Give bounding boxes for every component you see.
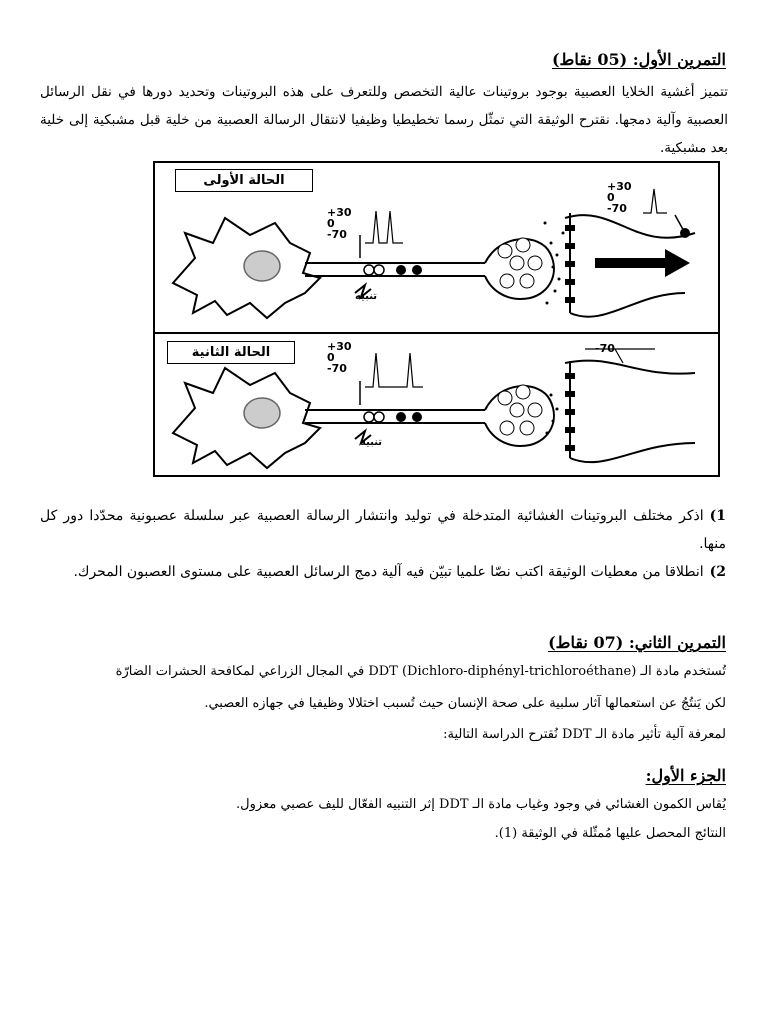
stimulus-label-2: تنبيه: [360, 437, 383, 448]
nucleus-2: [244, 398, 280, 428]
question-1: [40, 502, 726, 558]
synapse-diagram: [155, 163, 718, 475]
vesicle: [520, 274, 534, 288]
neuron-synapse-figure: [153, 161, 720, 477]
vesicle: [516, 238, 530, 252]
question-1-text: اذكر مختلف البروتينات الغشائية المتدخلة في توليد وانتشار الرسالة العصبية عبر سلسلة عصبونية محدّدا دور كل منها.: [40, 508, 726, 552]
trace-1-postsynaptic: [643, 189, 667, 213]
vesicle: [500, 421, 514, 435]
vesicle: [498, 244, 512, 258]
postsynaptic-top-1: [565, 215, 695, 238]
case1-label: الحالة الأولى: [175, 169, 313, 192]
vesicle: [510, 256, 524, 270]
question-2: [40, 558, 726, 586]
channel-ring-1: [364, 265, 374, 275]
channel-ring-2: [374, 265, 384, 275]
channel-dot-3: [396, 412, 406, 422]
vesicle: [510, 403, 524, 417]
exercise2-line-1: تُستخدم مادة الـ DDT (Dichloro-diphényl-trichloroéthane) في المجال الزراعي لمكافحة الحشرات الضارّة: [115, 664, 726, 679]
part1-line-1: يُقاس الكمون الغشائي في وجود وغياب مادة الـ DDT إثر التنبيه الفعّال لليف عصبي معزول.: [236, 797, 726, 812]
part1-line-2: النتائج المحصل عليها مُمثّلة في الوثيقة (1).: [494, 826, 726, 841]
vesicle: [528, 256, 542, 270]
exercise2-line-3: لمعرفة آلية تأثير مادة الـ DDT نُقترح الدراسة التالية:: [443, 727, 726, 742]
channel-dot-2: [412, 265, 422, 275]
postsynaptic-bottom-2: [570, 443, 695, 462]
case2-post-label: -70: [595, 342, 615, 355]
vesicle: [528, 403, 542, 417]
channel-dot-4: [412, 412, 422, 422]
question-2-number: 2): [709, 564, 726, 580]
question-1-number: 1): [709, 508, 726, 524]
vesicle: [520, 421, 534, 435]
nucleus-1: [244, 251, 280, 281]
trace-1-presynaptic: [365, 211, 403, 243]
case1-post-labels: +30 0 -70: [607, 180, 632, 215]
electrode-wire-2: [615, 349, 623, 363]
stimulus-label-1: تنبيه: [355, 291, 378, 302]
channel-ring-3: [364, 412, 374, 422]
channel-ring-4: [374, 412, 384, 422]
vesicle: [498, 391, 512, 405]
trace-2-presynaptic: [365, 353, 423, 387]
postsynaptic-top-2: [565, 361, 695, 374]
case2-trace-labels: +30 0 -70: [327, 340, 352, 375]
exercise2-line-2: لكن يَنتُجُ عن استعمالها آثار سلبية على صحة الإنسان حيث تُسبب اختلالا وظيفيا في جهازه العصبي.: [204, 696, 726, 711]
channel-dot-1: [396, 265, 406, 275]
part1-title: الجزء الأول:: [645, 766, 726, 785]
question-2-text: انطلاقا من معطيات الوثيقة اكتب نصّا علميا تبيّن فيه آلية دمج الرسائل العصبية على مستوى العصبون المحرك.: [73, 564, 704, 580]
case2-label: الحالة الثانية: [167, 341, 295, 364]
exercise1-title: التمرين الأول: (05 نقاط): [551, 50, 726, 69]
vesicle: [516, 385, 530, 399]
case1-trace-labels: +30 0 -70: [327, 206, 352, 241]
exercise1-intro: تتميز أغشية الخلايا العصبية بوجود بروتينات عالية التخصص وللتعرف على هذه البروتينات وتحديد دورها في نقل الرسائل العصبية وآلية دمجها. نقترح الوثيقة التي تمثّل رسما تخطيطيا وظيفيا لانتقال الرسالة العصبية من خلية قبل مشبكية إلى خلية بعد مشبكية.: [40, 84, 728, 156]
vesicle: [500, 274, 514, 288]
propagation-arrow: [595, 249, 690, 277]
postsynaptic-bottom-1: [570, 293, 685, 317]
exercise2-title: التمرين الثاني: (07 نقاط): [548, 633, 726, 652]
electrode-wire-1: [675, 215, 685, 233]
